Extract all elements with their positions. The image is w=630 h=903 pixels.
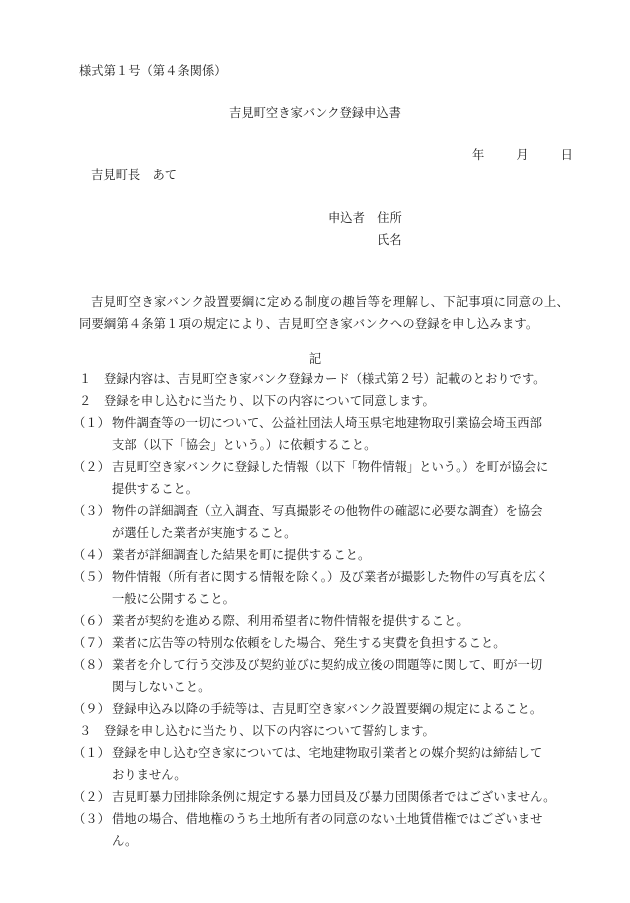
item-text-line: 業者に広告等の特別な依頼をした場合、発生する実費を負担すること。 [112, 636, 506, 650]
item-number: （８） [73, 658, 110, 672]
item-text-line: 物件調査等の一切について、公益社団法人埼玉県宅地建物取引業協会埼玉西部 [112, 416, 542, 430]
date-day-label: 日 [560, 148, 573, 162]
sub-list-item [73, 742, 569, 786]
list-item [79, 368, 569, 390]
item-text-line: 吉見町暴力団排除条例に規定する暴力団員及び暴力団関係者ではございません。 [112, 790, 556, 804]
item-text-line: 吉見町空き家バンクに登録した情報（以下「物件情報」という。）を町が協会に [112, 460, 549, 474]
item-text-line: 登録を申し込むに当たり、以下の内容について同意します。 [104, 394, 435, 408]
item-text-line: おりません。 [112, 768, 187, 782]
item-text-line: ん。 [112, 834, 138, 848]
item-text-line: 登録内容は、吉見町空き家バンク登録カード（様式第２号）記載のとおりです。 [104, 372, 546, 386]
sub-list-item [73, 698, 569, 720]
addressee: 吉見町長 あて [91, 168, 178, 182]
item-text-line: 提供すること。 [112, 482, 199, 496]
item-number: （５） [73, 570, 110, 584]
sub-list-item [73, 566, 569, 610]
item-text-line: 業者が詳細調査した結果を町に提供すること。 [112, 548, 371, 562]
item-text-line: 登録を申し込むに当たり、以下の内容について誓約します。 [104, 724, 435, 738]
date-line [472, 144, 573, 166]
sub-list-item [73, 654, 569, 698]
sub-list-item [73, 544, 569, 566]
sub-list-item [73, 456, 569, 500]
item-text-line: 関与しないこと。 [112, 680, 211, 694]
list-item [79, 390, 569, 412]
terms-list [73, 368, 569, 852]
date-year-label: 年 [472, 148, 485, 162]
ki-heading: 記 [308, 352, 322, 366]
sub-list-item [73, 500, 569, 544]
item-text-line: 支部（以下「協会」という。）に依頼すること。 [112, 438, 377, 452]
item-number: （９） [73, 702, 110, 716]
sub-list-item [73, 632, 569, 654]
sub-list-item [73, 610, 569, 632]
item-text-line: 業者が契約を進める際、利用希望者に物件情報を提供すること。 [112, 614, 469, 628]
item-text-line: 物件の詳細調査（立入調査、写真撮影その他物件の確認に必要な調査）を協会 [112, 504, 543, 518]
applicant-address-label: 申込者 住所 [328, 211, 402, 225]
item-text-line: 業者を介して行う交渉及び契約並びに契約成立後の問題等に関して、町が一切 [112, 658, 543, 672]
date-month-label: 月 [516, 148, 529, 162]
item-number: ３ [79, 724, 92, 738]
item-text-line: 一般に公開すること。 [112, 592, 235, 606]
form-number: 様式第１号（第４条関係） [79, 64, 227, 78]
item-number: （２） [73, 790, 110, 804]
intro-paragraph: 吉見町空き家バンク設置要綱に定める制度の趣旨等を理解し、下記事項に同意の上、同要綱第４条第１項の規定により、吉見町空き家バンクへの登録を申し込みます。 [79, 295, 569, 331]
item-number: １ [79, 372, 92, 386]
item-number: （４） [73, 548, 110, 562]
item-number: （６） [73, 614, 110, 628]
item-text-line: 登録申込み以降の手続等は、吉見町空き家バンク設置要綱の規定によること。 [112, 702, 543, 716]
item-number: （３） [73, 812, 110, 826]
document-title: 吉見町空き家バンク登録申込書 [229, 106, 401, 120]
sub-list-item [73, 786, 569, 808]
item-text-line: 登録を申し込む空き家については、宅地建物取引業者との媒介契約は締結して [112, 746, 543, 760]
applicant-name-label: 氏名 [377, 233, 402, 247]
item-text-line: が選任した業者が実施すること。 [112, 526, 297, 540]
item-number: （１） [73, 416, 110, 430]
sub-list-item [73, 808, 569, 852]
item-number: （２） [73, 460, 110, 474]
item-text-line: 物件情報（所有者に関する情報を除く。）及び業者が撮影した物件の写真を広く [112, 570, 549, 584]
item-text-line: 借地の場合、借地権のうち土地所有者の同意のない土地賃借権ではございませ [112, 812, 543, 826]
sub-list-item [73, 412, 569, 456]
item-number: （１） [73, 746, 110, 760]
item-number: ２ [79, 394, 92, 408]
list-item [79, 720, 569, 742]
item-number: （３） [73, 504, 110, 518]
item-number: （７） [73, 636, 110, 650]
